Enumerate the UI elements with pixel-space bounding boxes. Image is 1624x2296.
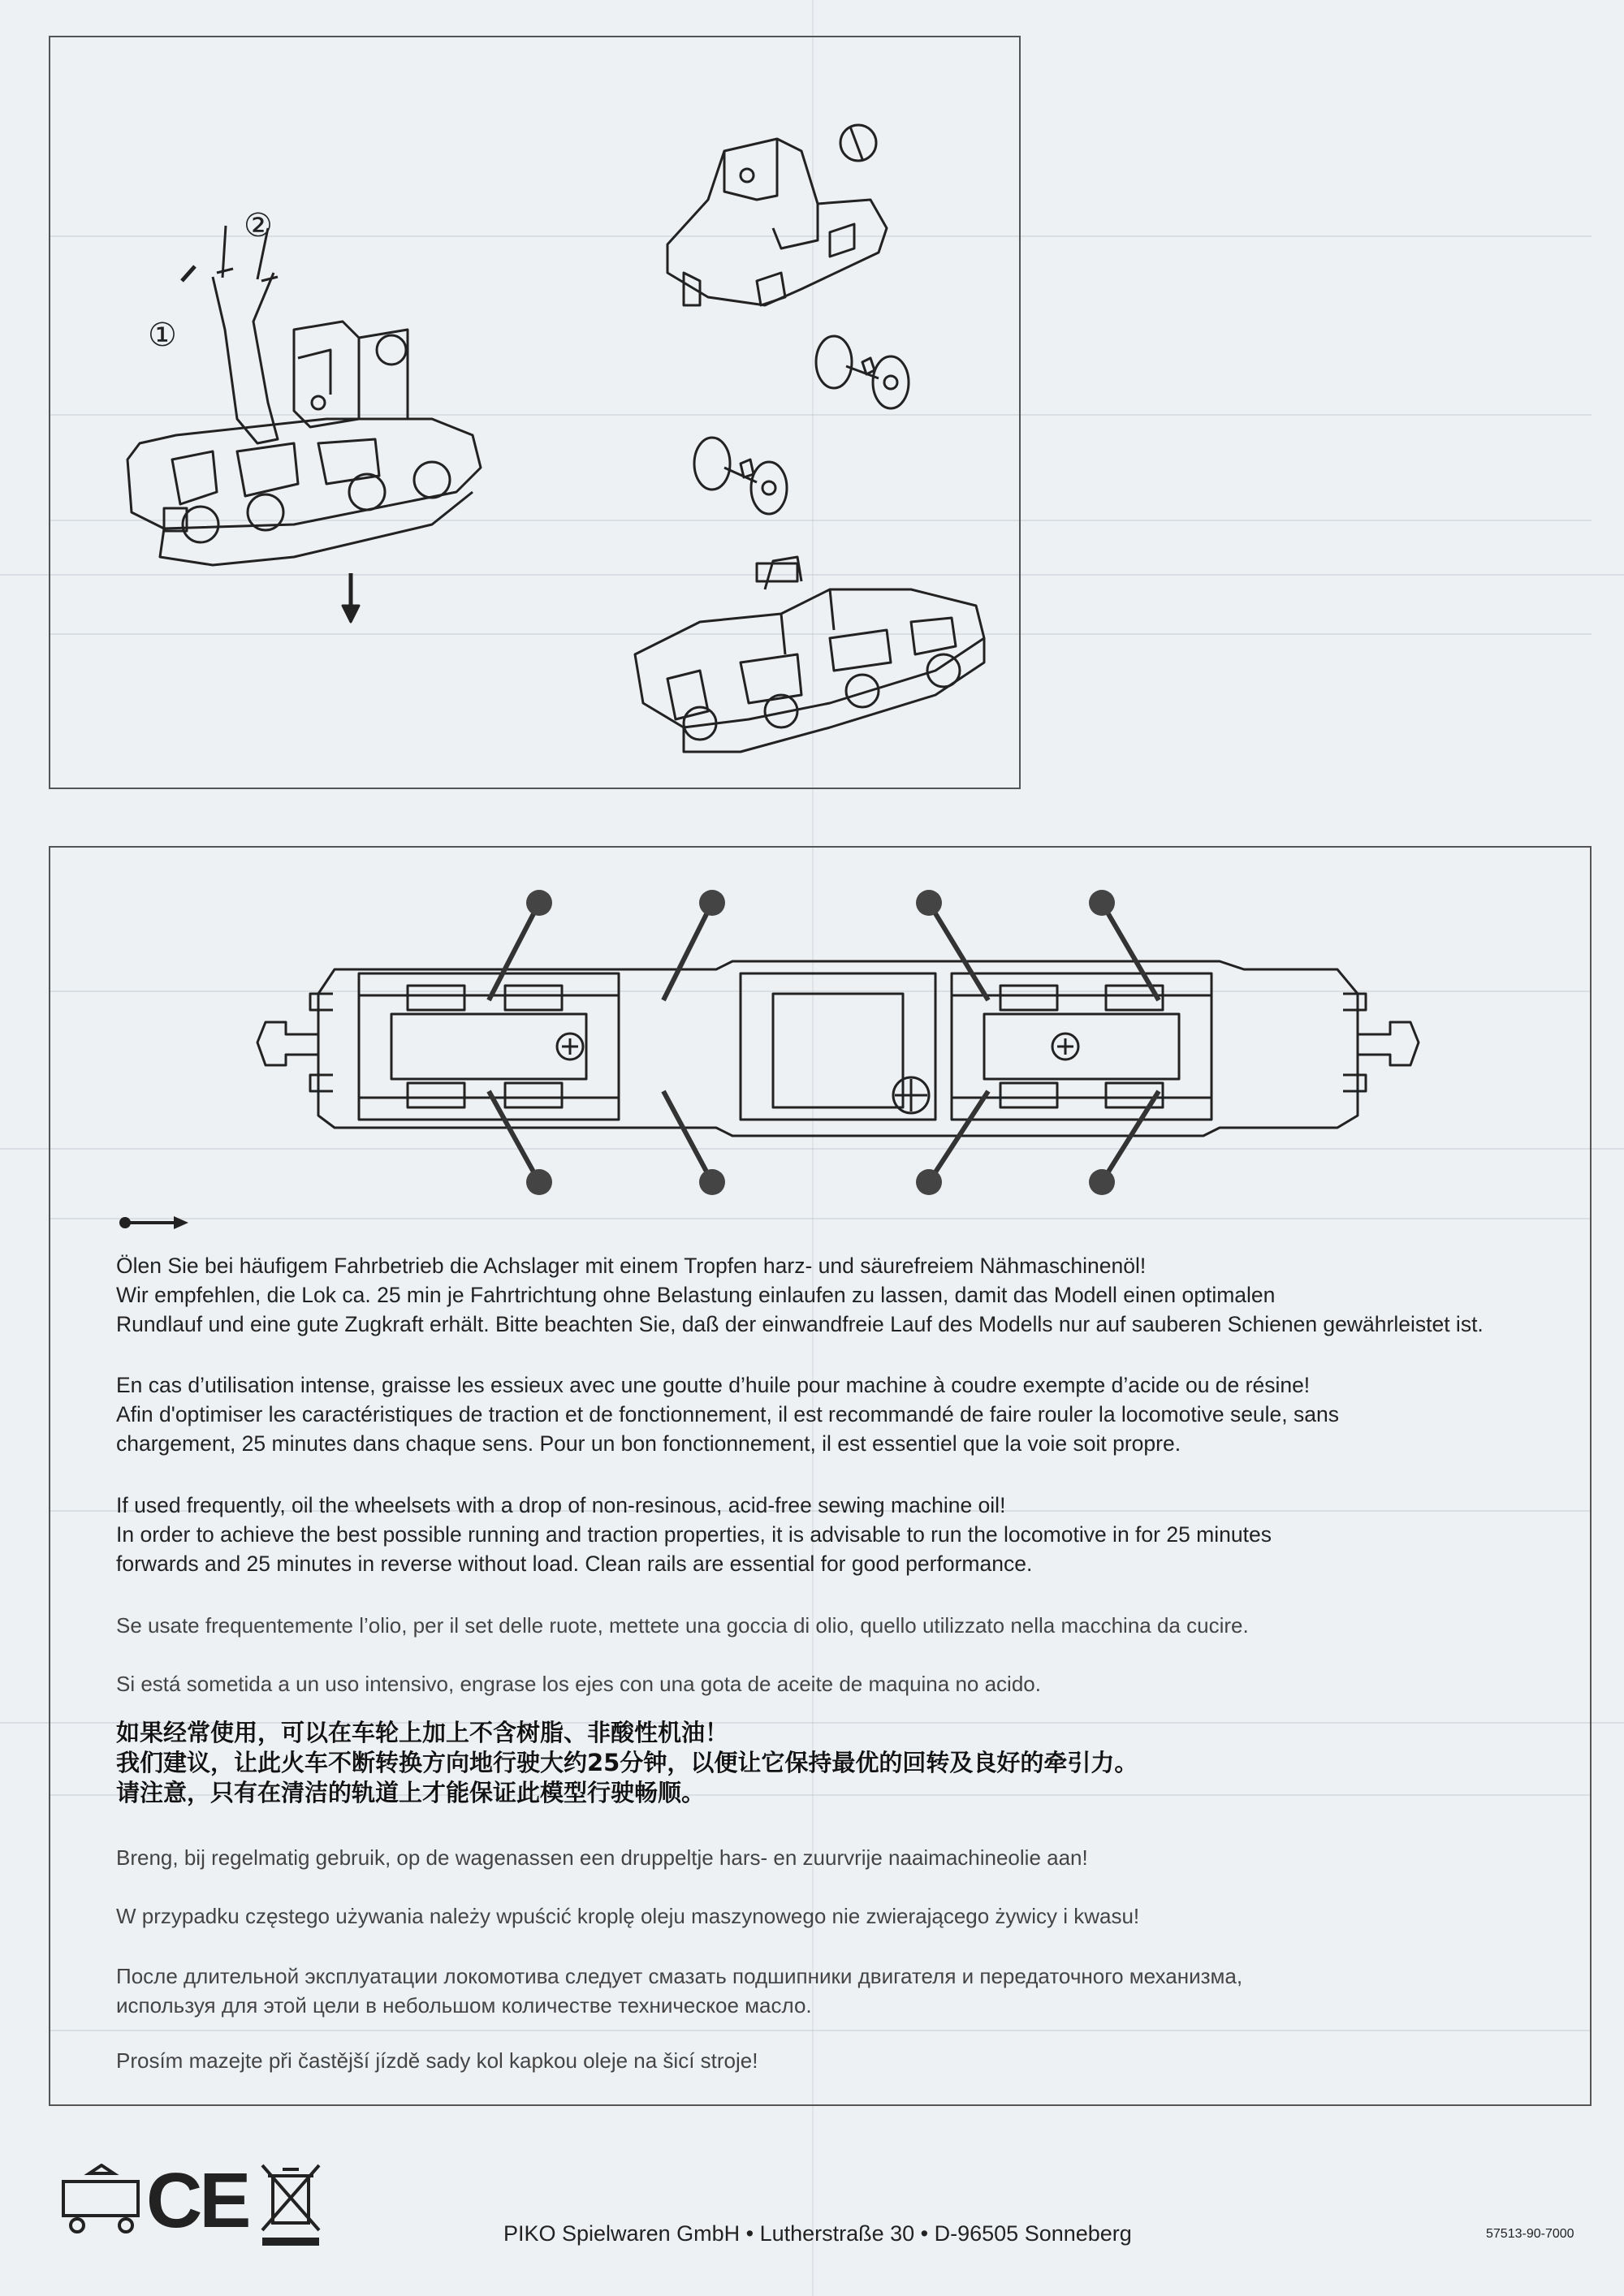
text-line: Si está sometida a un uso intensivo, engrase los ejes con una gota de aceite de maquina no acido.: [116, 1672, 1041, 1696]
toy-wagon-icon: [57, 2164, 146, 2237]
text-line: En cas d’utilisation intense, graisse les essieux avec une goutte d’huile pour machine à coudre exempte d’acide ou de résine!: [116, 1373, 1311, 1397]
oil-point-icon: [526, 1169, 552, 1195]
text-line: Wir empfehlen, die Lok ca. 25 min je Fahrtrichtung ohne Belastung einlaufen zu lassen, damit das Modell einen optimalen: [116, 1283, 1276, 1307]
ce-mark-icon: CE: [146, 2157, 248, 2244]
wheelset-icon: [694, 438, 787, 514]
text-line: forwards and 25 minutes in reverse without load. Clean rails are essential for good performance.: [116, 1552, 1033, 1576]
text-line: 如果经常使用，可以在车轮上加上不含树脂、非酸性机油！: [116, 1719, 729, 1746]
instructions-polish: [116, 1901, 1545, 1931]
text-line: If used frequently, oil the wheelsets with a drop of non-resinous, acid-free sewing machine oil!: [116, 1493, 1006, 1517]
company-address: PIKO Spielwaren GmbH • Lutherstraße 30 • D-96505 Sonneberg: [503, 2221, 1132, 2246]
text-line: Rundlauf und eine gute Zugkraft erhält. Bitte beachten Sie, daß der einwandfreie Lauf des Modells nur auf sauberen Schienen gewährleistet ist.: [116, 1312, 1484, 1336]
text-line: 我们建议，让此火车不断转换方向地行驶大约25分钟，以便让它保持最优的回转及良好的牵引力。: [116, 1749, 1138, 1776]
step-number-2: ②: [244, 207, 273, 244]
oil-point-icon: [1089, 1169, 1115, 1195]
step-number-1: ①: [148, 317, 177, 354]
crossed-bin-icon: [258, 2161, 323, 2251]
oil-point-dots-bottom: [50, 848, 1593, 1221]
instructions-chinese: [116, 1718, 1545, 1808]
instructions-russian: [116, 1962, 1545, 2020]
oil-point-icon: [916, 1169, 942, 1195]
text-line: 请注意，只有在清洁的轨道上才能保证此模型行驶畅顺。: [116, 1779, 706, 1806]
text-line: W przypadku częstego używania należy wpuścić kroplę oleju maszynowego nie zwierającego żywicy i kwasu!: [116, 1904, 1140, 1928]
instructions-french: [116, 1370, 1545, 1458]
text-line: In order to achieve the best possible running and traction properties, it is advisable to run the locomotive in for 25 minutes: [116, 1522, 1272, 1547]
screwdriver-icon: [213, 273, 278, 443]
text-line: Afin d'optimiser les caractéristiques de traction et de fonctionnement, il est recommandé de faire rouler la locomotive seule, sans: [116, 1402, 1339, 1426]
instructions-italian: [116, 1611, 1545, 1640]
instructions-english: [116, 1491, 1545, 1578]
text-line: Breng, bij regelmatig gebruik, op de wagenassen een druppeltje hars- en zuurvrije naaimachineolie aan!: [116, 1845, 1088, 1870]
oil-point-icon: [699, 1169, 725, 1195]
instructions-czech: [116, 2046, 1545, 2075]
push-arrow-icon: [182, 266, 195, 281]
text-line: используя для этой цели в небольшом количестве техническое масло.: [116, 1993, 812, 2018]
bogie-disassembly-panel: [49, 36, 1021, 789]
part-number: 57513-90-7000: [1486, 2227, 1574, 2241]
instructions-german: [116, 1251, 1545, 1339]
text-line: Ölen Sie bei häufigem Fahrbetrieb die Achslager mit einem Tropfen harz- und säurefreiem Nähmaschinenöl!: [116, 1254, 1147, 1278]
text-line: Prosím mazejte při častější jízdě sady kol kapkou oleje na šicí stroje!: [116, 2048, 758, 2073]
bogie-disassembly-illustration: [50, 37, 1022, 791]
text-line: После длительной эксплуатации локомотива следует смазать подшипники двигателя и передаточного механизма,: [116, 1964, 1243, 1988]
instructions-dutch: [116, 1843, 1545, 1872]
arrow-oil-icon: [117, 1211, 198, 1235]
text-line: Se usate frequentemente l’olio, per il set delle ruote, mettete una goccia di olio, quello utilizzato nella macchina da cucire.: [116, 1613, 1249, 1638]
wheelset-icon: [816, 336, 909, 408]
instructions-spanish: [116, 1669, 1545, 1698]
text-line: chargement, 25 minutes dans chaque sens. Pour un bon fonctionnement, il est essentiel que la voie soit propre.: [116, 1431, 1181, 1456]
